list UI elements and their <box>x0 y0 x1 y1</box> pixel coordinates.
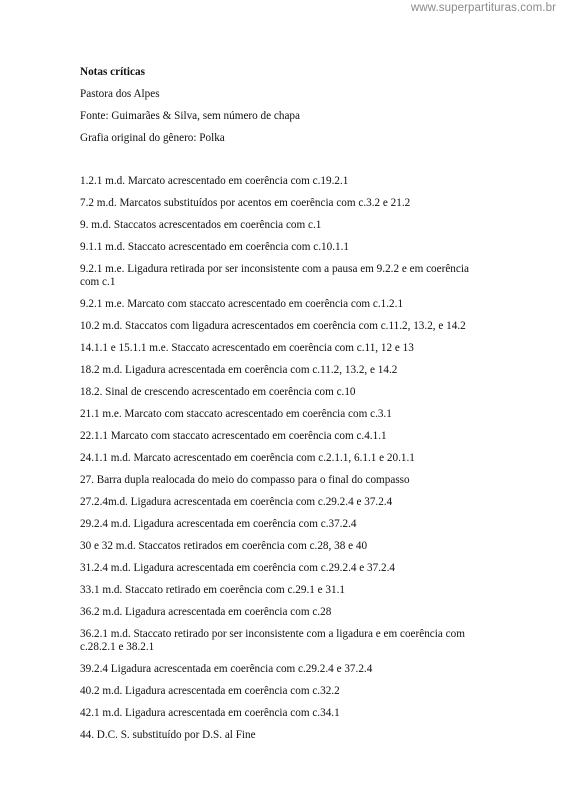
note-item: 10.2 m.d. Staccatos com ligadura acrescentados em coerência com c.11.2, 13.2, e 14.2 <box>80 320 466 332</box>
note-item: 18.2 m.d. Ligadura acrescentada em coerência com c.11.2, 13.2, e 14.2 <box>80 364 398 376</box>
document-body <box>80 66 490 751</box>
note-item: 33.1 m.d. Staccato retirado em coerência com c.29.1 e 31.1 <box>80 584 345 596</box>
note-item: 36.2.1 m.d. Staccato retirado por ser inconsistente com a ligadura e em coerência com c.28.2.1 e 38.2.1 <box>80 628 465 653</box>
note-item: 7.2 m.d. Marcatos substituídos por acentos em coerência com c.3.2 e 21.2 <box>80 197 411 209</box>
note-item: 36.2 m.d. Ligadura acrescentada em coerência com c.28 <box>80 606 332 618</box>
note-item: 30 e 32 m.d. Staccatos retirados em coerência com c.28, 38 e 40 <box>80 540 368 552</box>
note-item: 9.1.1 m.d. Staccato acrescentado em coerência com c.10.1.1 <box>80 241 350 253</box>
note-item: 44. D.C. S. substituído por D.S. al Fine <box>80 729 256 741</box>
note-item: 21.1 m.e. Marcato com staccato acrescentado em coerência com c.3.1 <box>80 408 392 420</box>
note-item: 18.2. Sinal de crescendo acrescentado em coerência com c.10 <box>80 386 356 398</box>
note-item: 31.2.4 m.d. Ligadura acrescentada em coerência com c.29.2.4 e 37.2.4 <box>80 562 395 574</box>
note-item: 9.2.1 m.e. Marcato com staccato acrescentado em coerência com c.1.2.1 <box>80 298 404 310</box>
document-title: Notas críticas <box>80 66 145 78</box>
note-item: 42.1 m.d. Ligadura acrescentada em coerência com c.34.1 <box>80 707 340 719</box>
note-item: 9.2.1 m.e. Ligadura retirada por ser inconsistente com a pausa em 9.2.2 e em coerência com c.1 <box>80 263 469 288</box>
note-item: 22.1.1 Marcato com staccato acrescentado em coerência com c.4.1.1 <box>80 430 387 442</box>
note-item: 27. Barra dupla realocada do meio do compasso para o final do compasso <box>80 474 410 486</box>
site-watermark: www.superpartituras.com.br <box>410 2 556 14</box>
source-line: Fonte: Guimarães & Silva, sem número de chapa <box>80 110 300 122</box>
note-item: 24.1.1 m.d. Marcato acrescentado em coerência com c.2.1.1, 6.1.1 e 20.1.1 <box>80 452 415 464</box>
note-item: 9. m.d. Staccatos acrescentados em coerência com c.1 <box>80 219 322 231</box>
note-item: 29.2.4 m.d. Ligadura acrescentada em coerência com c.37.2.4 <box>80 518 357 530</box>
note-item: 14.1.1 e 15.1.1 m.e. Staccato acrescentado em coerência com c.11, 12 e 13 <box>80 342 414 354</box>
note-item: 40.2 m.d. Ligadura acrescentada em coerência com c.32.2 <box>80 685 340 697</box>
critical-notes-list <box>80 175 490 742</box>
note-item: 39.2.4 Ligadura acrescentada em coerência com c.29.2.4 e 37.2.4 <box>80 663 373 675</box>
genre-line: Grafia original do gênero: Polka <box>80 132 225 144</box>
note-item: 27.2.4m.d. Ligadura acrescentada em coerência com c.29.2.4 e 37.2.4 <box>80 496 393 508</box>
piece-name: Pastora dos Alpes <box>80 88 160 100</box>
note-item: 1.2.1 m.d. Marcato acrescentado em coerência com c.19.2.1 <box>80 175 349 187</box>
